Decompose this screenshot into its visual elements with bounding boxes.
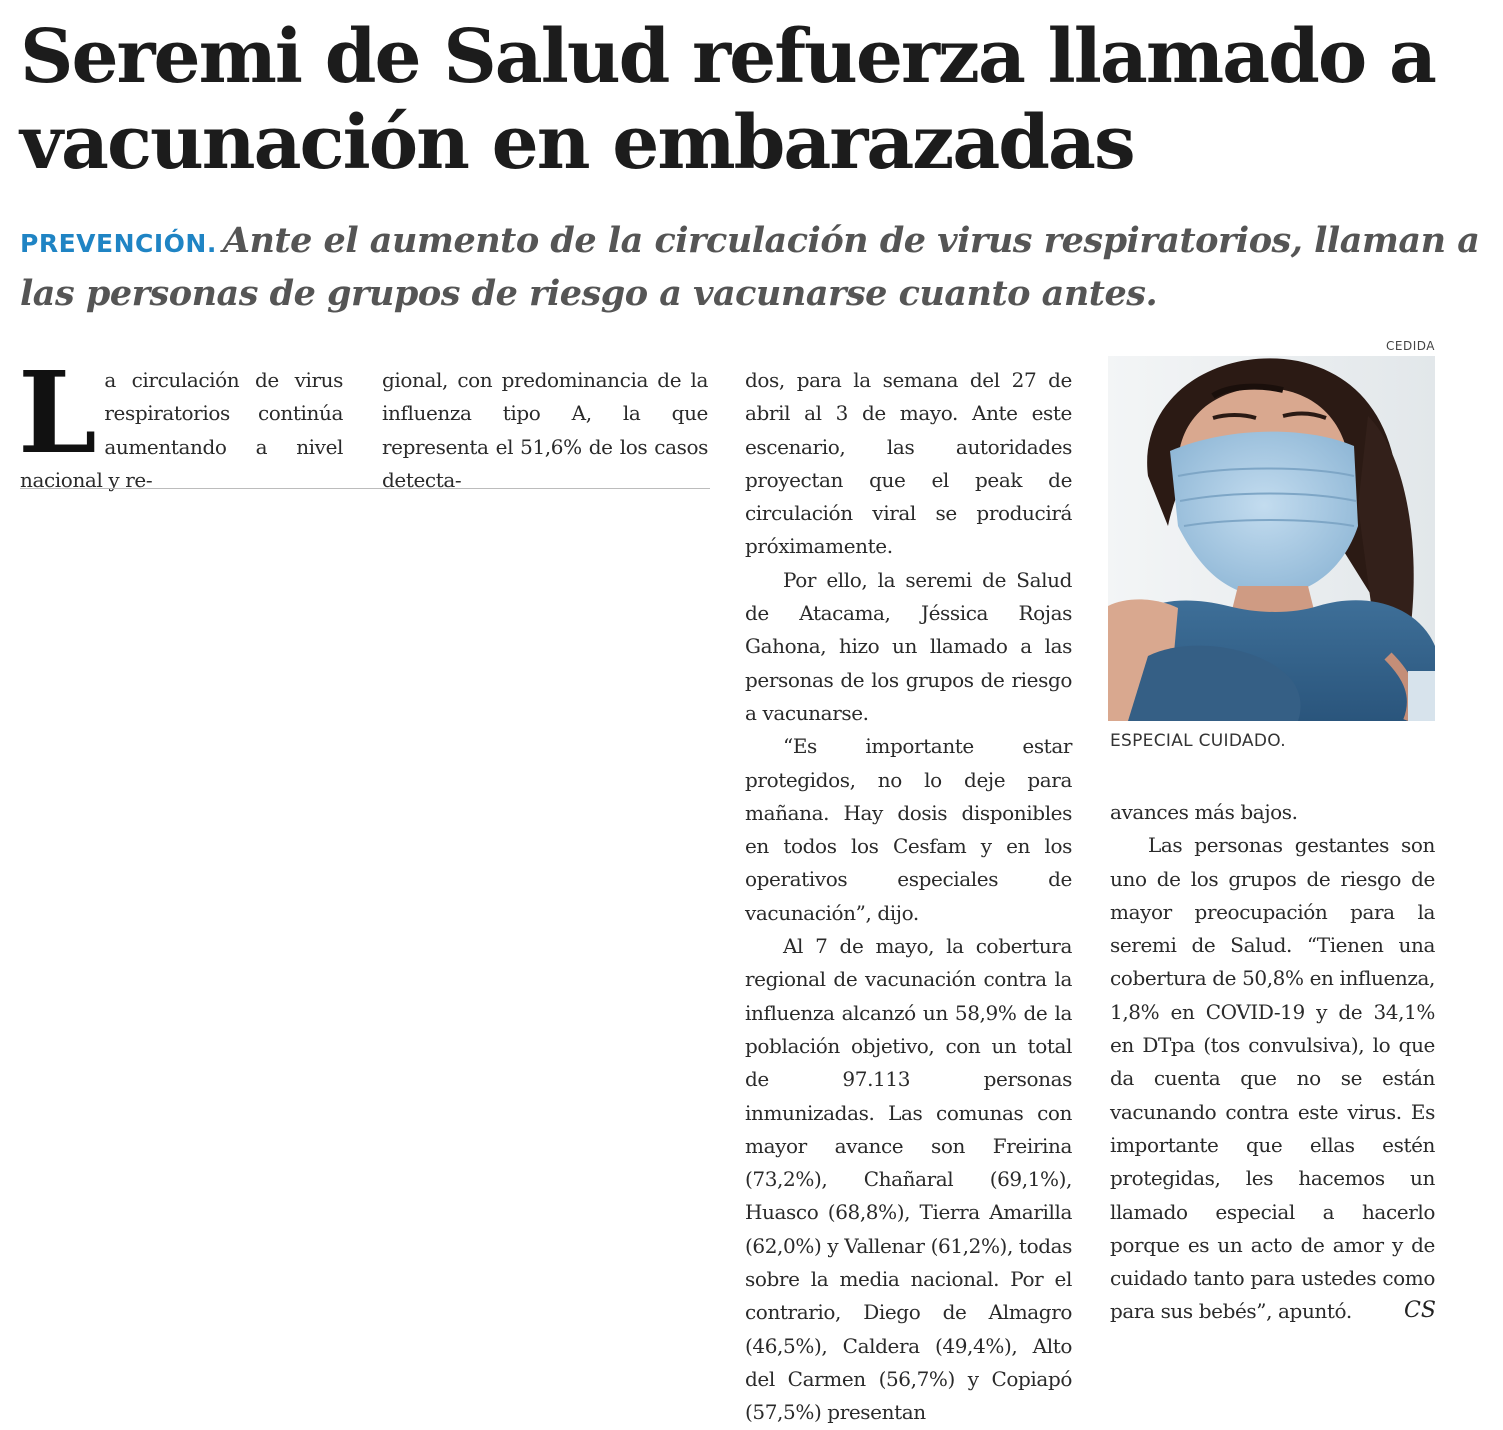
col3-paragraph-4: Al 7 de mayo, la cobertura regional de vacunación contra la influenza alcanzó un 58,9% de la población objetivo, con un total de 97.113 personas inmunizadas. Las comunas con mayor avance son Freirina (73,2%), Chañaral (69,1%), Huasco (68,8%), Tierra Amarilla (62,0%) y Vallenar (61,2%), todas sobre la media nacional. Por el contrario, Diego de Almagro (46,5%), Caldera (49,4%), Alto del Carmen (56,7%) y Copiapó (57,5%) presentan	[745, 934, 1072, 1425]
col1-text: a circulación de virus respiratorios continúa aumentando a nivel nacional y re-	[20, 368, 343, 492]
col4-paragraph-2: Las personas gestantes son uno de los grupos de riesgo de mayor preocupación para la seremi de Salud. “Tienen una cobertura de 50,8% en influenza, 1,8% en COVID-19 y de 34,1% en DTpa (tos convulsiva), lo que da cuenta que no se están vacunando contra este virus. Es importante que ellas estén protegidas, les hacemos un llamado especial a hacerlo porque es un acto de amor y de cuidado tanto para ustedes como para sus bebés”, apuntó.	[1110, 833, 1435, 1324]
body-column-2	[382, 364, 708, 497]
deck	[20, 216, 1480, 319]
col4-paragraph-1: avances más bajos.	[1110, 800, 1298, 824]
deck-kicker: PREVENCIÓN.	[20, 229, 217, 258]
column-divider-rule	[20, 488, 710, 489]
body-column-4	[1110, 796, 1435, 1329]
body-column-1	[18, 348, 343, 497]
col2-text: gional, con predominancia de la influenza tipo A, la que representa el 51,6% de los casos detecta-	[382, 368, 708, 492]
headline: Seremi de Salud refuerza llamado a vacunación en embarazadas	[20, 14, 1435, 186]
photo-pregnant-woman-masked	[1108, 356, 1435, 721]
deck-text: Ante el aumento de la circulación de virus respiratorios, llaman a las personas de grupos de riesgo a vacunarse cuanto antes.	[20, 220, 1480, 314]
photo-illustration	[1108, 356, 1435, 721]
photo-caption: ESPECIAL CUIDADO.	[1110, 731, 1286, 751]
photo-credit: CEDIDA	[1386, 339, 1435, 353]
col3-paragraph-3: “Es importante estar protegidos, no lo deje para mañana. Hay dosis disponibles en todos los Cesfam y en los operativos especiales de vacunación”, dijo.	[745, 734, 1072, 925]
author-endmark: CS	[1404, 1298, 1436, 1323]
drop-cap: L	[18, 348, 97, 479]
col3-paragraph-1: dos, para la semana del 27 de abril al 3 de mayo. Ante este escenario, las autoridades proyectan que el peak de circulación viral se producirá próximamente.	[745, 368, 1072, 559]
col3-paragraph-2: Por ello, la seremi de Salud de Atacama, Jéssica Rojas Gahona, hizo un llamado a las personas de los grupos de riesgo a vacunarse.	[745, 567, 1072, 725]
body-column-3	[745, 364, 1072, 1430]
